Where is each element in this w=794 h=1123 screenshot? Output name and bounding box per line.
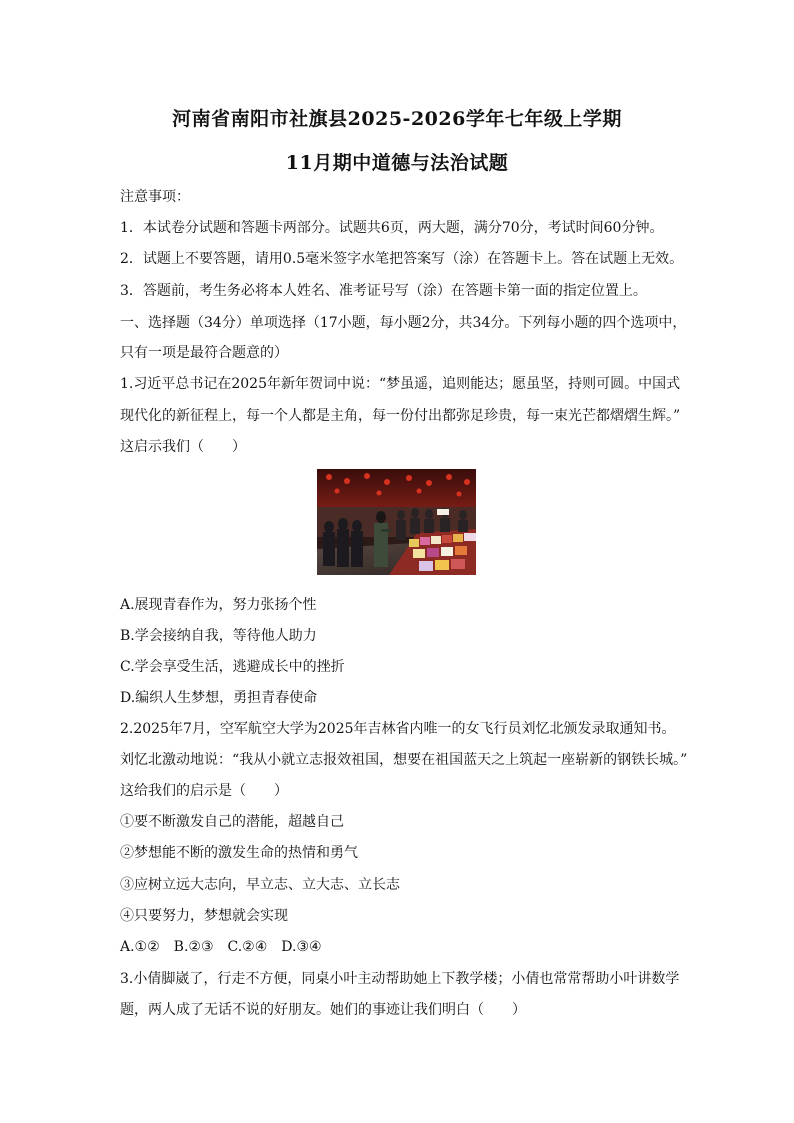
exam-title-line2: 11月期中道德与法治试题	[285, 152, 509, 174]
q2-options: A.①② B.②③ C.②④ D.③④	[120, 939, 322, 955]
q2-statement-1: ①要不断激发自己的潜能，超越自己	[120, 814, 344, 830]
exam-title-line1: 河南省南阳市社旗县2025-2026学年七年级上学期	[172, 108, 622, 130]
q3-stem-line2: 题，两人成了无话不说的好朋友。她们的事迹让我们明白（ ）	[120, 1002, 526, 1018]
q3-stem-line1: 3.小倩脚崴了，行走不方便，同桌小叶主动帮助她上下教学楼；小倩也常常帮助小叶讲数学	[120, 971, 680, 987]
q1-option-b: B.学会接纳自我，等待他人助力	[120, 628, 317, 644]
q1-option-a: A.展现青春作为，努力张扬个性	[120, 597, 317, 613]
notice-item-2: 2．试题上不要答题，请用0.5毫米签字水笔把答案写（涂）在答题卡上。答在试题上无效。	[120, 251, 684, 267]
q2-statement-2: ②梦想能不断的激发生命的热情和勇气	[120, 845, 358, 861]
q2-stem-line1: 2.2025年7月，空军航空大学为2025年吉林省内唯一的女飞行员刘忆北颁发录取通知书。	[120, 721, 676, 737]
notice-item-3: 3．答题前，考生务必将本人姓名、准考证号写（涂）在答题卡第一面的指定位置上。	[120, 283, 647, 299]
q1-stem-line2: 现代化的新征程上，每一个人都是主角，每一份付出都弥足珍贵，每一束光芒都熠熠生辉。”	[120, 408, 681, 424]
notice-item-1: 1．本试卷分试题和答题卡两部分。试题共6页，两大题，满分70分，考试时间60分钟。	[120, 220, 664, 236]
q1-news-photo	[317, 469, 476, 575]
section-heading-line1: 一、选择题（34分）单项选择（17小题，每小题2分，共34分。下列每小题的四个选项中，	[120, 315, 687, 331]
q2-stem-line3: 这给我们的启示是（ ）	[120, 783, 288, 799]
q1-option-c: C.学会享受生活，逃避成长中的挫折	[120, 659, 345, 675]
q2-statement-4: ④只要努力，梦想就会实现	[120, 908, 288, 924]
q1-stem-line1: 1.习近平总书记在2025年新年贺词中说：“梦虽遥，追则能达；愿虽坚，持则可圆。中国式	[120, 376, 681, 392]
q2-stem-line2: 刘忆北激动地说：“我从小就立志报效祖国，想要在祖国蓝天之上筑起一座崭新的钢铁长城。”	[120, 752, 688, 768]
section-heading-line2: 只有一项是最符合题意的）	[120, 345, 288, 361]
q1-stem-line3: 这启示我们（ ）	[120, 439, 246, 455]
market-scene-image	[317, 469, 476, 575]
q1-option-d: D.编织人生梦想，勇担青春使命	[120, 690, 318, 706]
notice-heading: 注意事项：	[120, 189, 190, 205]
q2-statement-3: ③应树立远大志向，早立志、立大志、立长志	[120, 877, 400, 893]
